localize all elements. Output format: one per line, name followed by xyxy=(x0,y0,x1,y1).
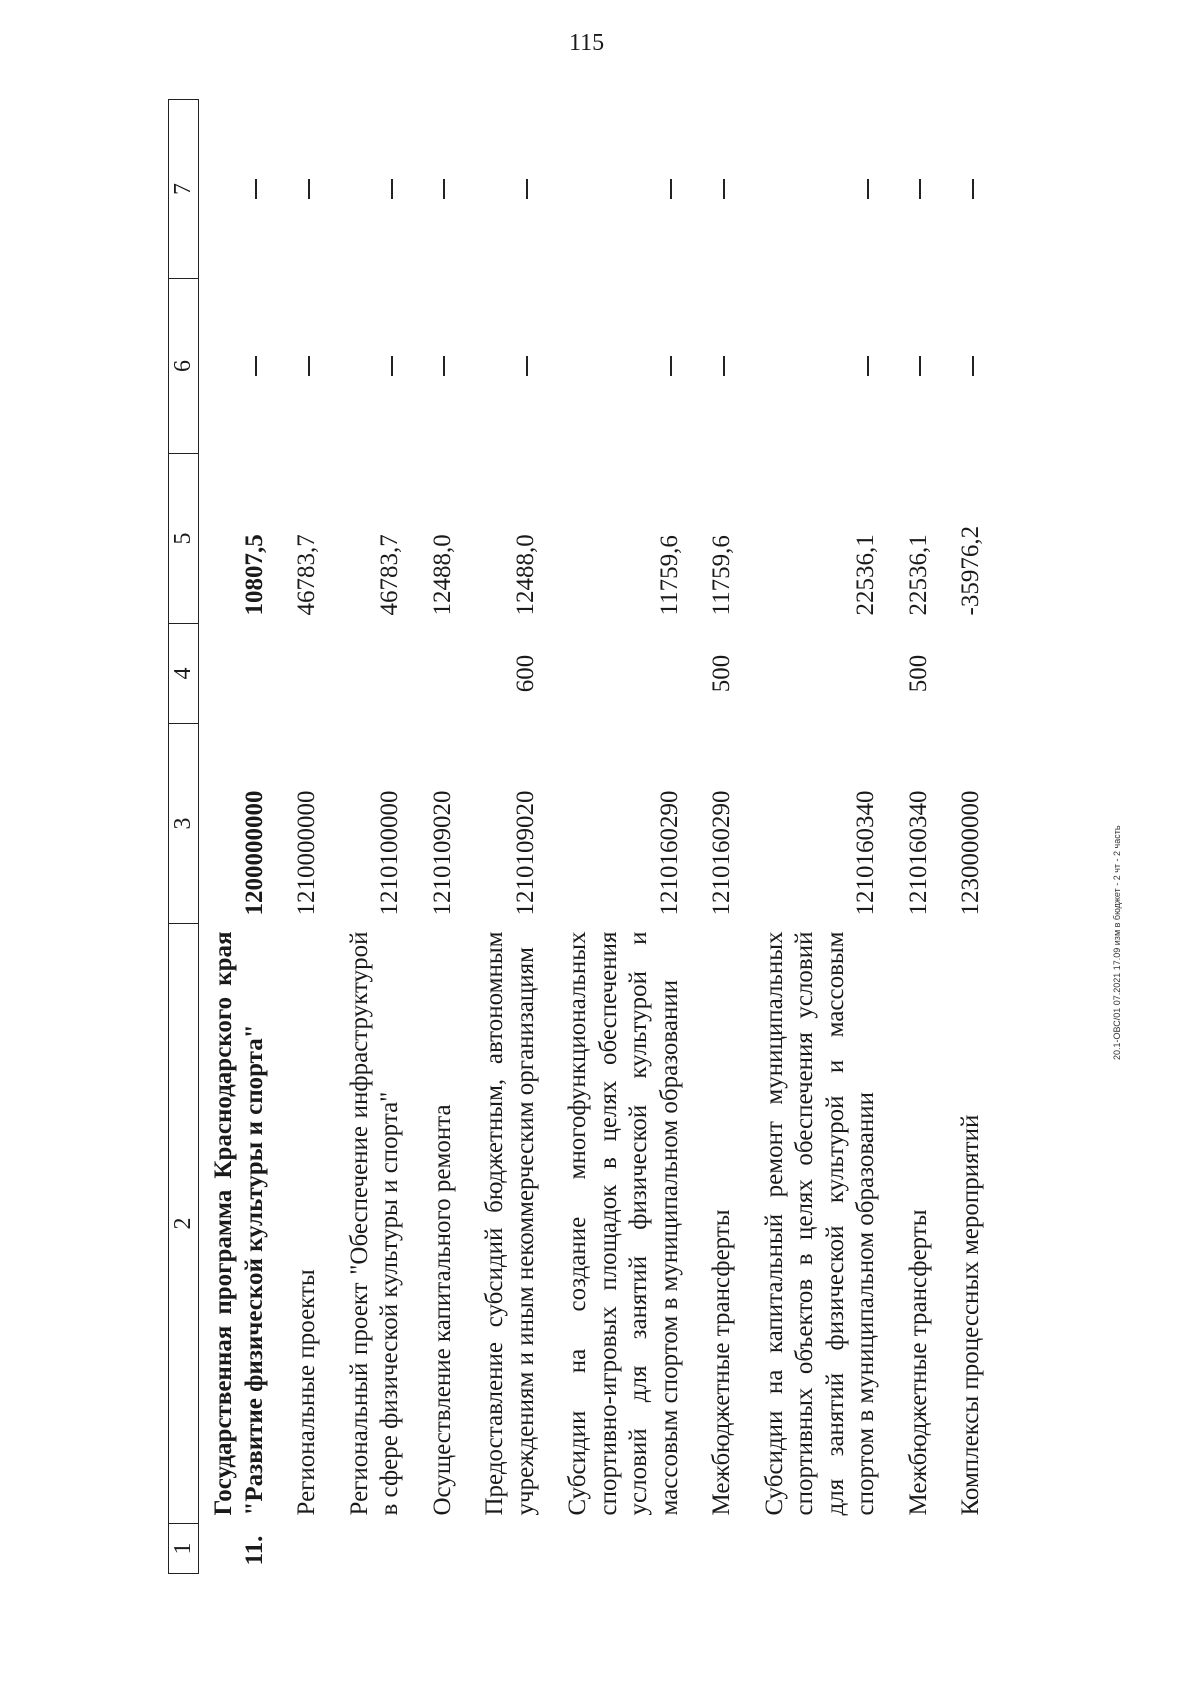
table-row xyxy=(418,100,471,1574)
table-body xyxy=(199,100,999,1574)
row-amount: 22536,1 xyxy=(852,534,880,616)
dash-mark xyxy=(526,179,528,199)
row-expense-type xyxy=(418,624,471,724)
header-col-2: 2 xyxy=(169,924,199,1524)
table-row xyxy=(470,100,553,1574)
row-amount: 46783,7 xyxy=(376,534,404,616)
row-name: Субсидии на капитальный ремонт муниципальных спортивных объектов в целях обеспечения условий для занятий физической культурой и массовым спортом в муниципальном образовании xyxy=(760,931,880,1516)
row-name: Региональный проект "Обеспечение инфраструктурой в сфере физической культуры и спорта" xyxy=(345,931,404,1516)
dash-mark xyxy=(867,179,869,199)
budget-table-rotated xyxy=(168,100,1028,1574)
row-amount: 46783,7 xyxy=(293,534,321,616)
row-col6 xyxy=(553,279,697,454)
row-name: Осуществление капитального ремонта xyxy=(428,1104,456,1516)
table-row xyxy=(282,100,335,1574)
dash-mark xyxy=(391,179,393,199)
row-amount: 11759,6 xyxy=(708,535,736,616)
row-expense-type xyxy=(335,624,418,724)
row-target-code: 1210109020 xyxy=(428,790,456,916)
row-col7 xyxy=(894,100,947,279)
row-col6 xyxy=(199,279,283,454)
row-name: Государственная программа Краснодарского края "Развитие физической культуры и спорта" xyxy=(210,931,268,1516)
row-col7 xyxy=(335,100,418,279)
row-target-code: 1210000000 xyxy=(293,790,321,916)
table-row xyxy=(750,100,894,1574)
row-amount: 10807,5 xyxy=(240,534,268,616)
table-row xyxy=(894,100,947,1574)
dash-mark xyxy=(255,179,257,199)
row-number: 11. xyxy=(240,1535,268,1566)
table-row xyxy=(697,100,750,1574)
row-name: Предоставление субсидий бюджетным, автономным учреждениям и иным некоммерческим организациям xyxy=(481,931,539,1516)
row-number xyxy=(470,1524,553,1574)
table-row xyxy=(946,100,999,1574)
dash-mark xyxy=(443,179,445,199)
row-col6 xyxy=(750,279,894,454)
table-row xyxy=(553,100,697,1574)
row-col6 xyxy=(946,279,999,454)
row-name: Межбюджетные трансферты xyxy=(904,1209,932,1516)
dash-mark xyxy=(308,356,310,376)
footer-document-code: 20.1-ОВС/01 07.2021 17.09 изм в бюджет - 2 чт - 2 часть xyxy=(1112,825,1122,1060)
row-col7 xyxy=(282,100,335,279)
row-target-code: 1210160340 xyxy=(904,790,932,916)
budget-table xyxy=(168,99,999,1574)
row-number xyxy=(282,1524,335,1574)
row-target-code: 1210160340 xyxy=(852,790,880,916)
row-amount: 12488,0 xyxy=(428,534,456,616)
dash-mark xyxy=(867,356,869,376)
row-expense-type xyxy=(199,624,283,724)
row-col7 xyxy=(697,100,750,279)
dash-mark xyxy=(670,356,672,376)
row-col7 xyxy=(946,100,999,279)
dash-mark xyxy=(972,179,974,199)
row-col6 xyxy=(418,279,471,454)
row-expense-type: 500 xyxy=(708,654,736,693)
row-col7 xyxy=(750,100,894,279)
row-expense-type: 600 xyxy=(511,654,539,693)
dash-mark xyxy=(972,356,974,376)
table-row xyxy=(199,100,283,1574)
row-col6 xyxy=(894,279,947,454)
row-col6 xyxy=(335,279,418,454)
row-expense-type xyxy=(553,624,697,724)
row-name: Региональные проекты xyxy=(293,1269,321,1516)
row-target-code: 1210160290 xyxy=(708,790,736,916)
row-target-code: 1230000000 xyxy=(957,790,985,916)
header-col-5: 5 xyxy=(169,454,199,624)
dash-mark xyxy=(308,179,310,199)
row-amount: 11759,6 xyxy=(655,535,683,616)
row-amount: 12488,0 xyxy=(511,534,539,616)
row-col6 xyxy=(697,279,750,454)
row-number xyxy=(697,1524,750,1574)
dash-mark xyxy=(526,356,528,376)
table-header-row xyxy=(169,100,199,1574)
header-col-1: 1 xyxy=(169,1524,199,1574)
row-target-code: 1200000000 xyxy=(240,790,268,916)
dash-mark xyxy=(919,356,921,376)
dash-mark xyxy=(443,356,445,376)
row-target-code: 1210100000 xyxy=(376,790,404,916)
page-number: 115 xyxy=(569,30,605,56)
row-number xyxy=(946,1524,999,1574)
row-number xyxy=(418,1524,471,1574)
row-target-code: 1210109020 xyxy=(511,790,539,916)
row-col7 xyxy=(418,100,471,279)
header-col-7: 7 xyxy=(169,100,199,279)
row-number xyxy=(894,1524,947,1574)
row-number xyxy=(553,1524,697,1574)
table-header xyxy=(169,100,199,1574)
row-number xyxy=(335,1524,418,1574)
row-expense-type xyxy=(750,624,894,724)
row-expense-type xyxy=(946,624,999,724)
row-name: Комплексы процессных мероприятий xyxy=(957,1114,985,1516)
row-target-code: 1210160290 xyxy=(655,790,683,916)
row-col6 xyxy=(470,279,553,454)
dash-mark xyxy=(723,179,725,199)
row-expense-type: 500 xyxy=(904,654,932,693)
row-name: Субсидии на создание многофункциональных спортивно-игровых площадок в целях обеспечения условий для занятий физической культурой и массовым спортом в муниципальном образовании xyxy=(564,931,683,1516)
table-row xyxy=(335,100,418,1574)
header-col-4: 4 xyxy=(169,624,199,724)
row-col7 xyxy=(553,100,697,279)
dash-mark xyxy=(670,179,672,199)
header-col-6: 6 xyxy=(169,279,199,454)
dash-mark xyxy=(255,356,257,376)
row-expense-type xyxy=(282,624,335,724)
dash-mark xyxy=(723,356,725,376)
row-col7 xyxy=(470,100,553,279)
row-col6 xyxy=(282,279,335,454)
row-amount: 22536,1 xyxy=(904,534,932,616)
row-col7 xyxy=(199,100,283,279)
dash-mark xyxy=(919,179,921,199)
row-name: Межбюджетные трансферты xyxy=(708,1209,736,1516)
dash-mark xyxy=(391,356,393,376)
row-amount: -35976,2 xyxy=(957,525,985,616)
header-col-3: 3 xyxy=(169,724,199,924)
row-number xyxy=(750,1524,894,1574)
